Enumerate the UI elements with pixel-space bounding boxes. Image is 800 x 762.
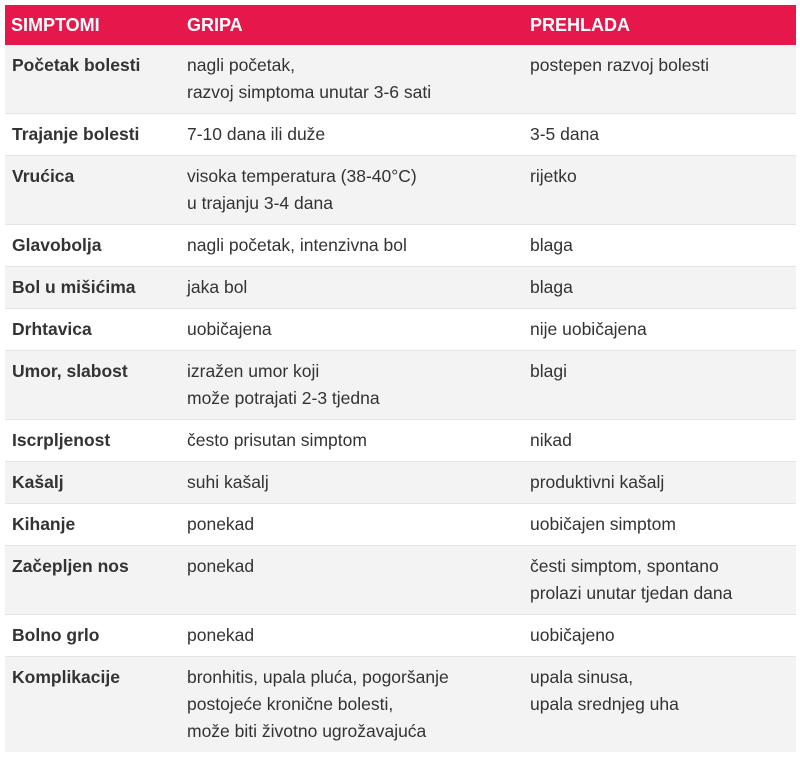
symptom-cell: Početak bolesti: [5, 45, 179, 114]
flu-cell: 7-10 dana ili duže: [179, 114, 522, 156]
table-body: [5, 45, 796, 752]
header-flu: GRIPA: [179, 5, 522, 45]
cold-cell: upala sinusa, upala srednjeg uha: [522, 657, 796, 753]
cold-cell: česti simptom, spontano prolazi unutar tjedan dana: [522, 546, 796, 615]
flu-cell: visoka temperatura (38-40°C) u trajanju 3-4 dana: [179, 156, 522, 225]
flu-cell: izražen umor koji može potrajati 2-3 tjedna: [179, 351, 522, 420]
table-row: [5, 615, 796, 657]
table-row: [5, 225, 796, 267]
symptom-cell: Kihanje: [5, 504, 179, 546]
table-row: [5, 114, 796, 156]
flu-cell: ponekad: [179, 504, 522, 546]
flu-cell: uobičajena: [179, 309, 522, 351]
table-row: [5, 462, 796, 504]
table-row: [5, 657, 796, 753]
symptom-cell: Iscrpljenost: [5, 420, 179, 462]
symptom-cell: Umor, slabost: [5, 351, 179, 420]
cold-cell: 3-5 dana: [522, 114, 796, 156]
symptom-cell: Drhtavica: [5, 309, 179, 351]
header-cold: PREHLADA: [522, 5, 796, 45]
flu-cell: suhi kašalj: [179, 462, 522, 504]
symptom-cell: Bolno grlo: [5, 615, 179, 657]
table-row: [5, 309, 796, 351]
symptom-cell: Trajanje bolesti: [5, 114, 179, 156]
flu-cell: nagli početak, razvoj simptoma unutar 3-6 sati: [179, 45, 522, 114]
header-row: [5, 5, 796, 45]
table-header: [5, 5, 796, 45]
flu-vs-cold-table: [5, 5, 796, 752]
header-symptoms: SIMPTOMI: [5, 5, 179, 45]
flu-cell: često prisutan simptom: [179, 420, 522, 462]
table-row: [5, 156, 796, 225]
flu-cell: jaka bol: [179, 267, 522, 309]
symptom-cell: Kašalj: [5, 462, 179, 504]
flu-cell: ponekad: [179, 615, 522, 657]
flu-cell: nagli početak, intenzivna bol: [179, 225, 522, 267]
symptom-cell: Glavobolja: [5, 225, 179, 267]
symptom-cell: Bol u mišićima: [5, 267, 179, 309]
cold-cell: blaga: [522, 225, 796, 267]
cold-cell: uobičajeno: [522, 615, 796, 657]
table-row: [5, 546, 796, 615]
table-row: [5, 351, 796, 420]
table-row: [5, 45, 796, 114]
flu-cell: ponekad: [179, 546, 522, 615]
table-row: [5, 420, 796, 462]
cold-cell: postepen razvoj bolesti: [522, 45, 796, 114]
cold-cell: nije uobičajena: [522, 309, 796, 351]
symptom-cell: Začepljen nos: [5, 546, 179, 615]
cold-cell: rijetko: [522, 156, 796, 225]
cold-cell: blaga: [522, 267, 796, 309]
table-row: [5, 504, 796, 546]
cold-cell: nikad: [522, 420, 796, 462]
flu-cell: bronhitis, upala pluća, pogoršanje postojeće kronične bolesti, može biti životno ugrožavajuća: [179, 657, 522, 753]
symptom-cell: Komplikacije: [5, 657, 179, 753]
symptom-cell: Vrućica: [5, 156, 179, 225]
table-row: [5, 267, 796, 309]
cold-cell: produktivni kašalj: [522, 462, 796, 504]
cold-cell: uobičajen simptom: [522, 504, 796, 546]
comparison-table-container: [5, 5, 796, 752]
cold-cell: blagi: [522, 351, 796, 420]
